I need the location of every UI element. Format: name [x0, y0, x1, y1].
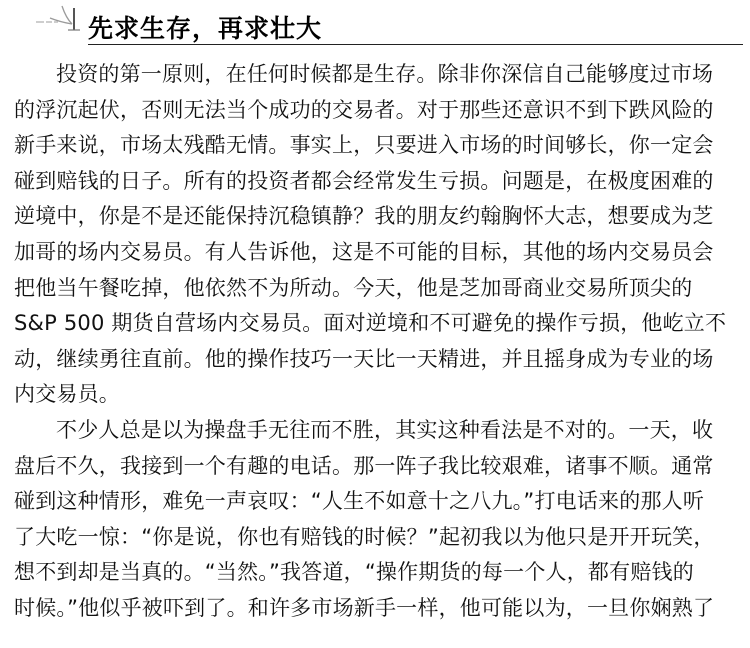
text-line: 盘后不久，我接到一个有趣的电话。那一阵子我比较艰难，诸事不顺。通常: [14, 453, 714, 478]
text-line: 碰到这种情形，难免一声哀叹：“人生不如意十之八九。”打电话来的那人听: [14, 489, 705, 514]
text-line: 不少人总是以为操盘手无往而不胜，其实这种看法是不对的。一天，收: [56, 417, 714, 442]
text-line: 新手来说，市场太残酷无情。事实上，只要进入市场的时间够长，你一定会: [14, 133, 714, 158]
text-line: 了大吃一惊：“你是说，你也有赔钱的时候？”起初我以为他只是开开玩笑，: [14, 524, 715, 549]
text-line: 加哥的场内交易员。有人告诉他，这是不可能的目标，其他的场内交易员会: [14, 239, 714, 264]
text-line: 时候。”他似乎被吓到了。和许多市场新手一样，他可能以为，一旦你娴熟了: [14, 595, 715, 620]
text-line: 动，继续勇往直前。他的操作技巧一天比一天精进，并且摇身成为专业的场: [14, 346, 714, 371]
text-line: 的浮沉起伏，否则无法当个成功的交易者。对于那些还意识不到下跌风险的: [14, 97, 714, 122]
section-title: 先求生存，再求壮大: [88, 14, 323, 43]
text-line: 把他当午餐吃掉，他依然不为所动。今天，他是芝加哥商业交易所顶尖的: [14, 275, 693, 300]
corner-flourish-icon: [0, 0, 100, 40]
body-text: [14, 57, 740, 627]
paragraph-2: [14, 413, 740, 627]
text-line: 碰到赔钱的日子。所有的投资者都会经常发生亏损。问题是，在极度困难的: [14, 168, 714, 193]
title-underline: [88, 44, 743, 45]
text-line: 投资的第一原则，在任何时候都是生存。除非你深信自己能够度过市场: [56, 62, 714, 86]
text-line: 想不到却是当真的。“当然。”我答道，“操作期货的每一个人，都有赔钱的: [14, 560, 694, 585]
text-line: 内交易员。: [14, 382, 120, 407]
paragraph-1: [14, 57, 740, 413]
text-line: 逆境中，你是不是还能保持沉稳镇静？我的朋友约翰胸怀大志，想要成为芝: [14, 204, 714, 229]
text-line: S&P 500 期货自营场内交易员。面对逆境和不可避免的操作亏损，他屹立不: [14, 311, 727, 336]
